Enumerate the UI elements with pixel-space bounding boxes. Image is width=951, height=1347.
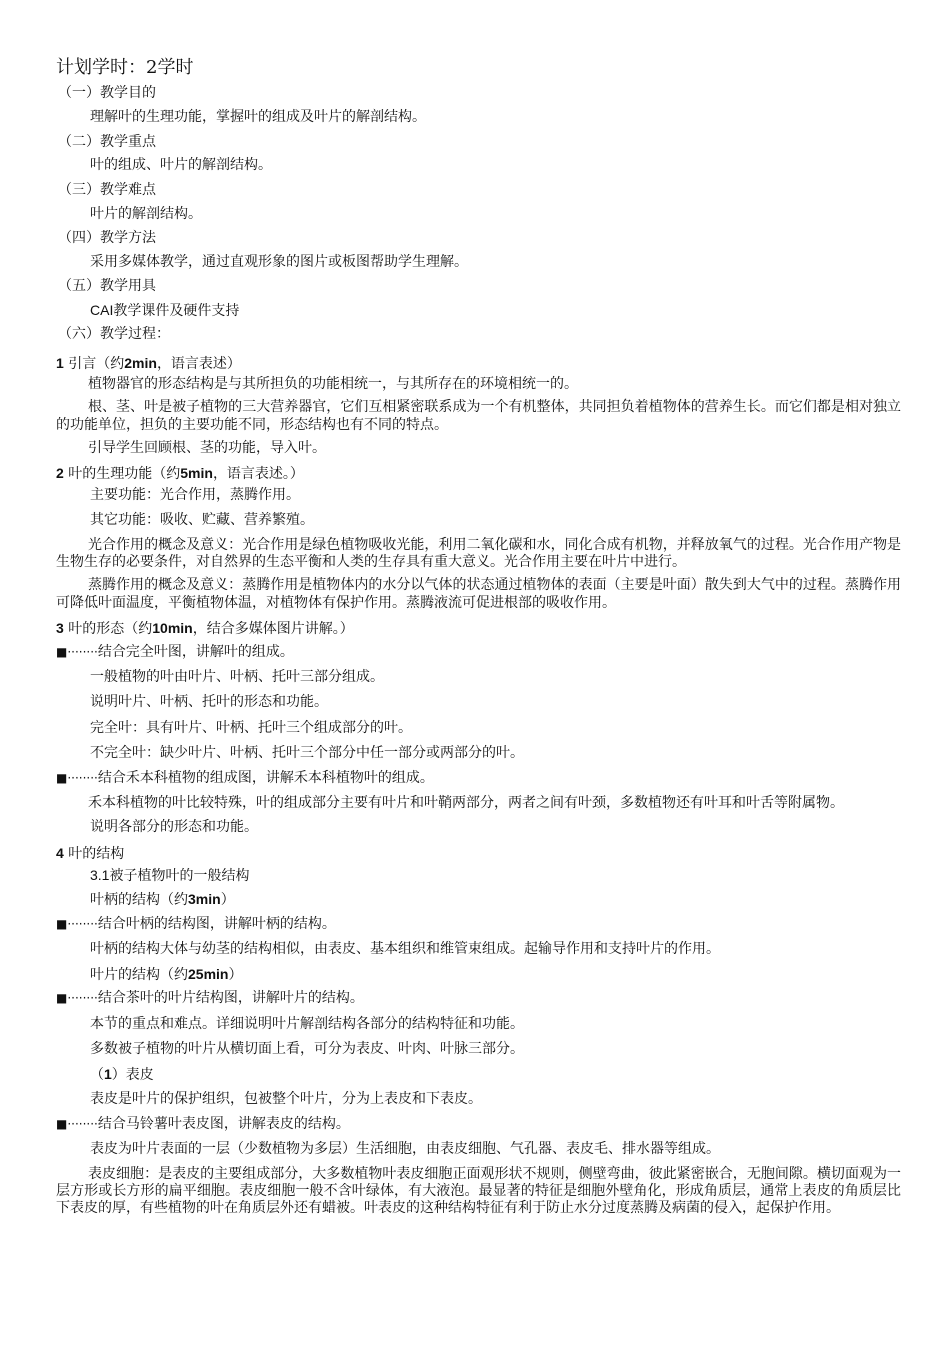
line-item: 多数被子植物的叶片从横切面上看，可分为表皮、叶肉、叶脉三部分。 <box>90 1041 524 1058</box>
paragraph: 蒸腾作用的概念及意义：蒸腾作用是植物体内的水分以气体的状态通过植物体的表面（主要是叶面）散失到大气中的过程。蒸腾作用可降低叶面温度，平衡植物体温，对植物体有保护作用。蒸腾液流可促进根部的吸收作用。 <box>56 577 901 611</box>
section-heading: （一）教学目的 <box>58 85 156 102</box>
heading-text: 叶的生理功能（约 <box>63 466 181 483</box>
section-method <box>56 227 901 273</box>
heading-text: ，结合多媒体图片讲解。） <box>192 621 354 637</box>
line-item: 本节的重点和难点。详细说明叶片解剖结构各部分的结构特征和功能。 <box>90 1015 524 1032</box>
part4-heading <box>56 843 901 866</box>
square-bullet-icon: ■········ <box>56 644 98 659</box>
square-bullet-icon: ■········ <box>56 916 98 931</box>
sub-heading-text: ）表皮 <box>111 1067 154 1084</box>
bullet-item <box>56 989 901 1008</box>
paragraph: 光合作用的概念及意义：光合作用是绿色植物吸收光能，利用二氧化碳和水，同化合成有机物，并释放氧气的过程。光合作用产物是生物生存的必要条件，对自然界的生态平衡和人类的生存具有重大意义。光合作用主要在叶片中进行。 <box>56 536 901 570</box>
section-process <box>56 323 901 347</box>
section-difficulties <box>56 179 901 225</box>
sub-heading-text: （ <box>90 1067 104 1084</box>
bullet-text: 结合马铃薯叶表皮图，讲解表皮的结构。 <box>97 1116 350 1133</box>
part2-heading <box>56 463 901 486</box>
line-item: 说明叶片、叶柄、托叶的形态和功能。 <box>90 694 328 711</box>
sub-heading-text: 叶柄的结构（约 <box>90 892 188 909</box>
paragraph: 植物器官的形态结构是与其所担负的功能相统一，与其所存在的环境相统一的。 <box>88 375 578 392</box>
section-body: 叶片的解剖结构。 <box>90 205 202 222</box>
line-item: 表皮是叶片的保护组织，包被整个叶片，分为上表皮和下表皮。 <box>90 1090 482 1107</box>
section-heading: （四）教学方法 <box>58 229 156 246</box>
sub-heading-text: ） <box>228 967 243 984</box>
part-number: 3 <box>56 620 64 636</box>
part1-heading <box>56 353 901 376</box>
duration: 2min <box>124 355 157 372</box>
section-key-points <box>56 131 901 177</box>
heading-text: ，语言表述。） <box>212 466 304 483</box>
bullet-item <box>56 1115 901 1134</box>
bullet-item <box>56 915 901 934</box>
paragraph: 禾本科植物的叶比较特殊，叶的组成部分主要有叶片和叶鞘两部分，两者之间有叶颈，多数植物还有叶耳和叶舌等附属物。 <box>88 794 844 811</box>
section-heading: （五）教学用具 <box>58 278 156 295</box>
sub-heading-text: ） <box>220 892 235 909</box>
bullet-text: 结合禾本科植物的组成图，讲解禾本科植物叶的组成。 <box>97 770 434 787</box>
sub-heading-text: 叶片的结构（约 <box>90 967 188 984</box>
line-item: 一般植物的叶由叶片、叶柄、托叶三部分组成。 <box>90 669 384 685</box>
square-bullet-icon: ■········ <box>56 991 98 1006</box>
square-bullet-icon: ■········ <box>56 1117 98 1132</box>
page-title: 计划学时：2学时 <box>56 57 194 78</box>
paragraph: 表皮细胞：是表皮的主要组成部分，大多数植物叶表皮细胞正面观形状不规则，侧壁弯曲，彼此紧密嵌合，无胞间隙。横切面观为一层方形或长方形的扁平细胞。表皮细胞一般不含叶绿体，有大液泡。最显著的特征是细胞外壁角化，形成角质层，通常上表皮的角质层比下表皮的厚，有些植物的叶在角质层外还有蜡被。叶表皮的这种结构特征有利于防止水分过度蒸腾及病菌的侵入，起保护作用。 <box>56 1165 901 1217</box>
sub-heading <box>56 1065 901 1085</box>
line-item: 完全叶：具有叶片、叶柄、托叶三个组成部分的叶。 <box>90 719 412 736</box>
square-bullet-icon: ■········ <box>56 771 98 786</box>
heading-text: 叶的结构 <box>63 846 125 863</box>
section-objective <box>56 82 901 128</box>
part-number: 1 <box>56 355 64 372</box>
paragraph: 根、茎、叶是被子植物的三大营养器官，它们互相紧密联系成为一个有机整体，共同担负着植物体的营养生长。而它们都是相对独立的功能单位，担负的主要功能不同，形态结构也有不同的特点。 <box>56 399 901 433</box>
section-heading: （六）教学过程： <box>58 326 170 343</box>
section-body: 采用多媒体教学，通过直观形象的图片或板图帮助学生理解。 <box>90 253 468 270</box>
sub-heading-text: 3.1被子植物叶的一般结构 <box>90 866 250 883</box>
heading-text: 引言（约 <box>63 356 125 373</box>
section-body: CAI教学课件及硬件支持 <box>90 301 240 318</box>
line-item: 说明各部分的形态和功能。 <box>90 818 258 835</box>
item-number: 1 <box>104 1066 112 1083</box>
section-tools <box>56 275 901 321</box>
duration: 5min <box>180 465 213 482</box>
paragraph: 引导学生回顾根、茎的功能，导入叶。 <box>88 439 326 456</box>
line-item: 不完全叶：缺少叶片、叶柄、托叶三个部分中任一部分或两部分的叶。 <box>90 744 524 761</box>
bullet-text: 结合叶柄的结构图，讲解叶柄的结构。 <box>97 915 336 932</box>
bullet-text: 结合茶叶的叶片结构图，讲解叶片的结构。 <box>97 990 364 1007</box>
duration: 3min <box>188 891 221 908</box>
bullet-item <box>56 643 901 662</box>
line-item: 叶柄的结构大体与幼茎的结构相似，由表皮、基本组织和维管束组成。起输导作用和支持叶片的作用。 <box>90 940 720 957</box>
line-item: 表皮为叶片表面的一层（少数植物为多层）生活细胞，由表皮细胞、气孔器、表皮毛、排水器等组成。 <box>90 1141 720 1158</box>
line-item: 主要功能：光合作用，蒸腾作用。 <box>90 486 300 503</box>
sub-heading <box>56 866 901 886</box>
part-number: 4 <box>56 845 64 862</box>
heading-text: ，语言表述） <box>156 356 241 373</box>
sub-heading <box>56 890 901 910</box>
heading-text: 叶的形态（约 <box>63 621 153 637</box>
section-heading: （二）教学重点 <box>58 133 156 150</box>
duration: 25min <box>188 966 229 983</box>
bullet-text: 结合完全叶图，讲解叶的组成。 <box>97 643 294 660</box>
section-heading: （三）教学难点 <box>58 181 156 198</box>
section-body: 理解叶的生理功能，掌握叶的组成及叶片的解剖结构。 <box>90 109 426 126</box>
bullet-item <box>56 769 901 788</box>
duration: 10min <box>152 620 193 636</box>
part3-heading <box>56 618 901 641</box>
part-number: 2 <box>56 465 64 482</box>
line-item: 其它功能：吸收、贮藏、营养繁殖。 <box>90 512 314 529</box>
section-body: 叶的组成、叶片的解剖结构。 <box>90 157 272 174</box>
sub-heading <box>56 965 901 985</box>
